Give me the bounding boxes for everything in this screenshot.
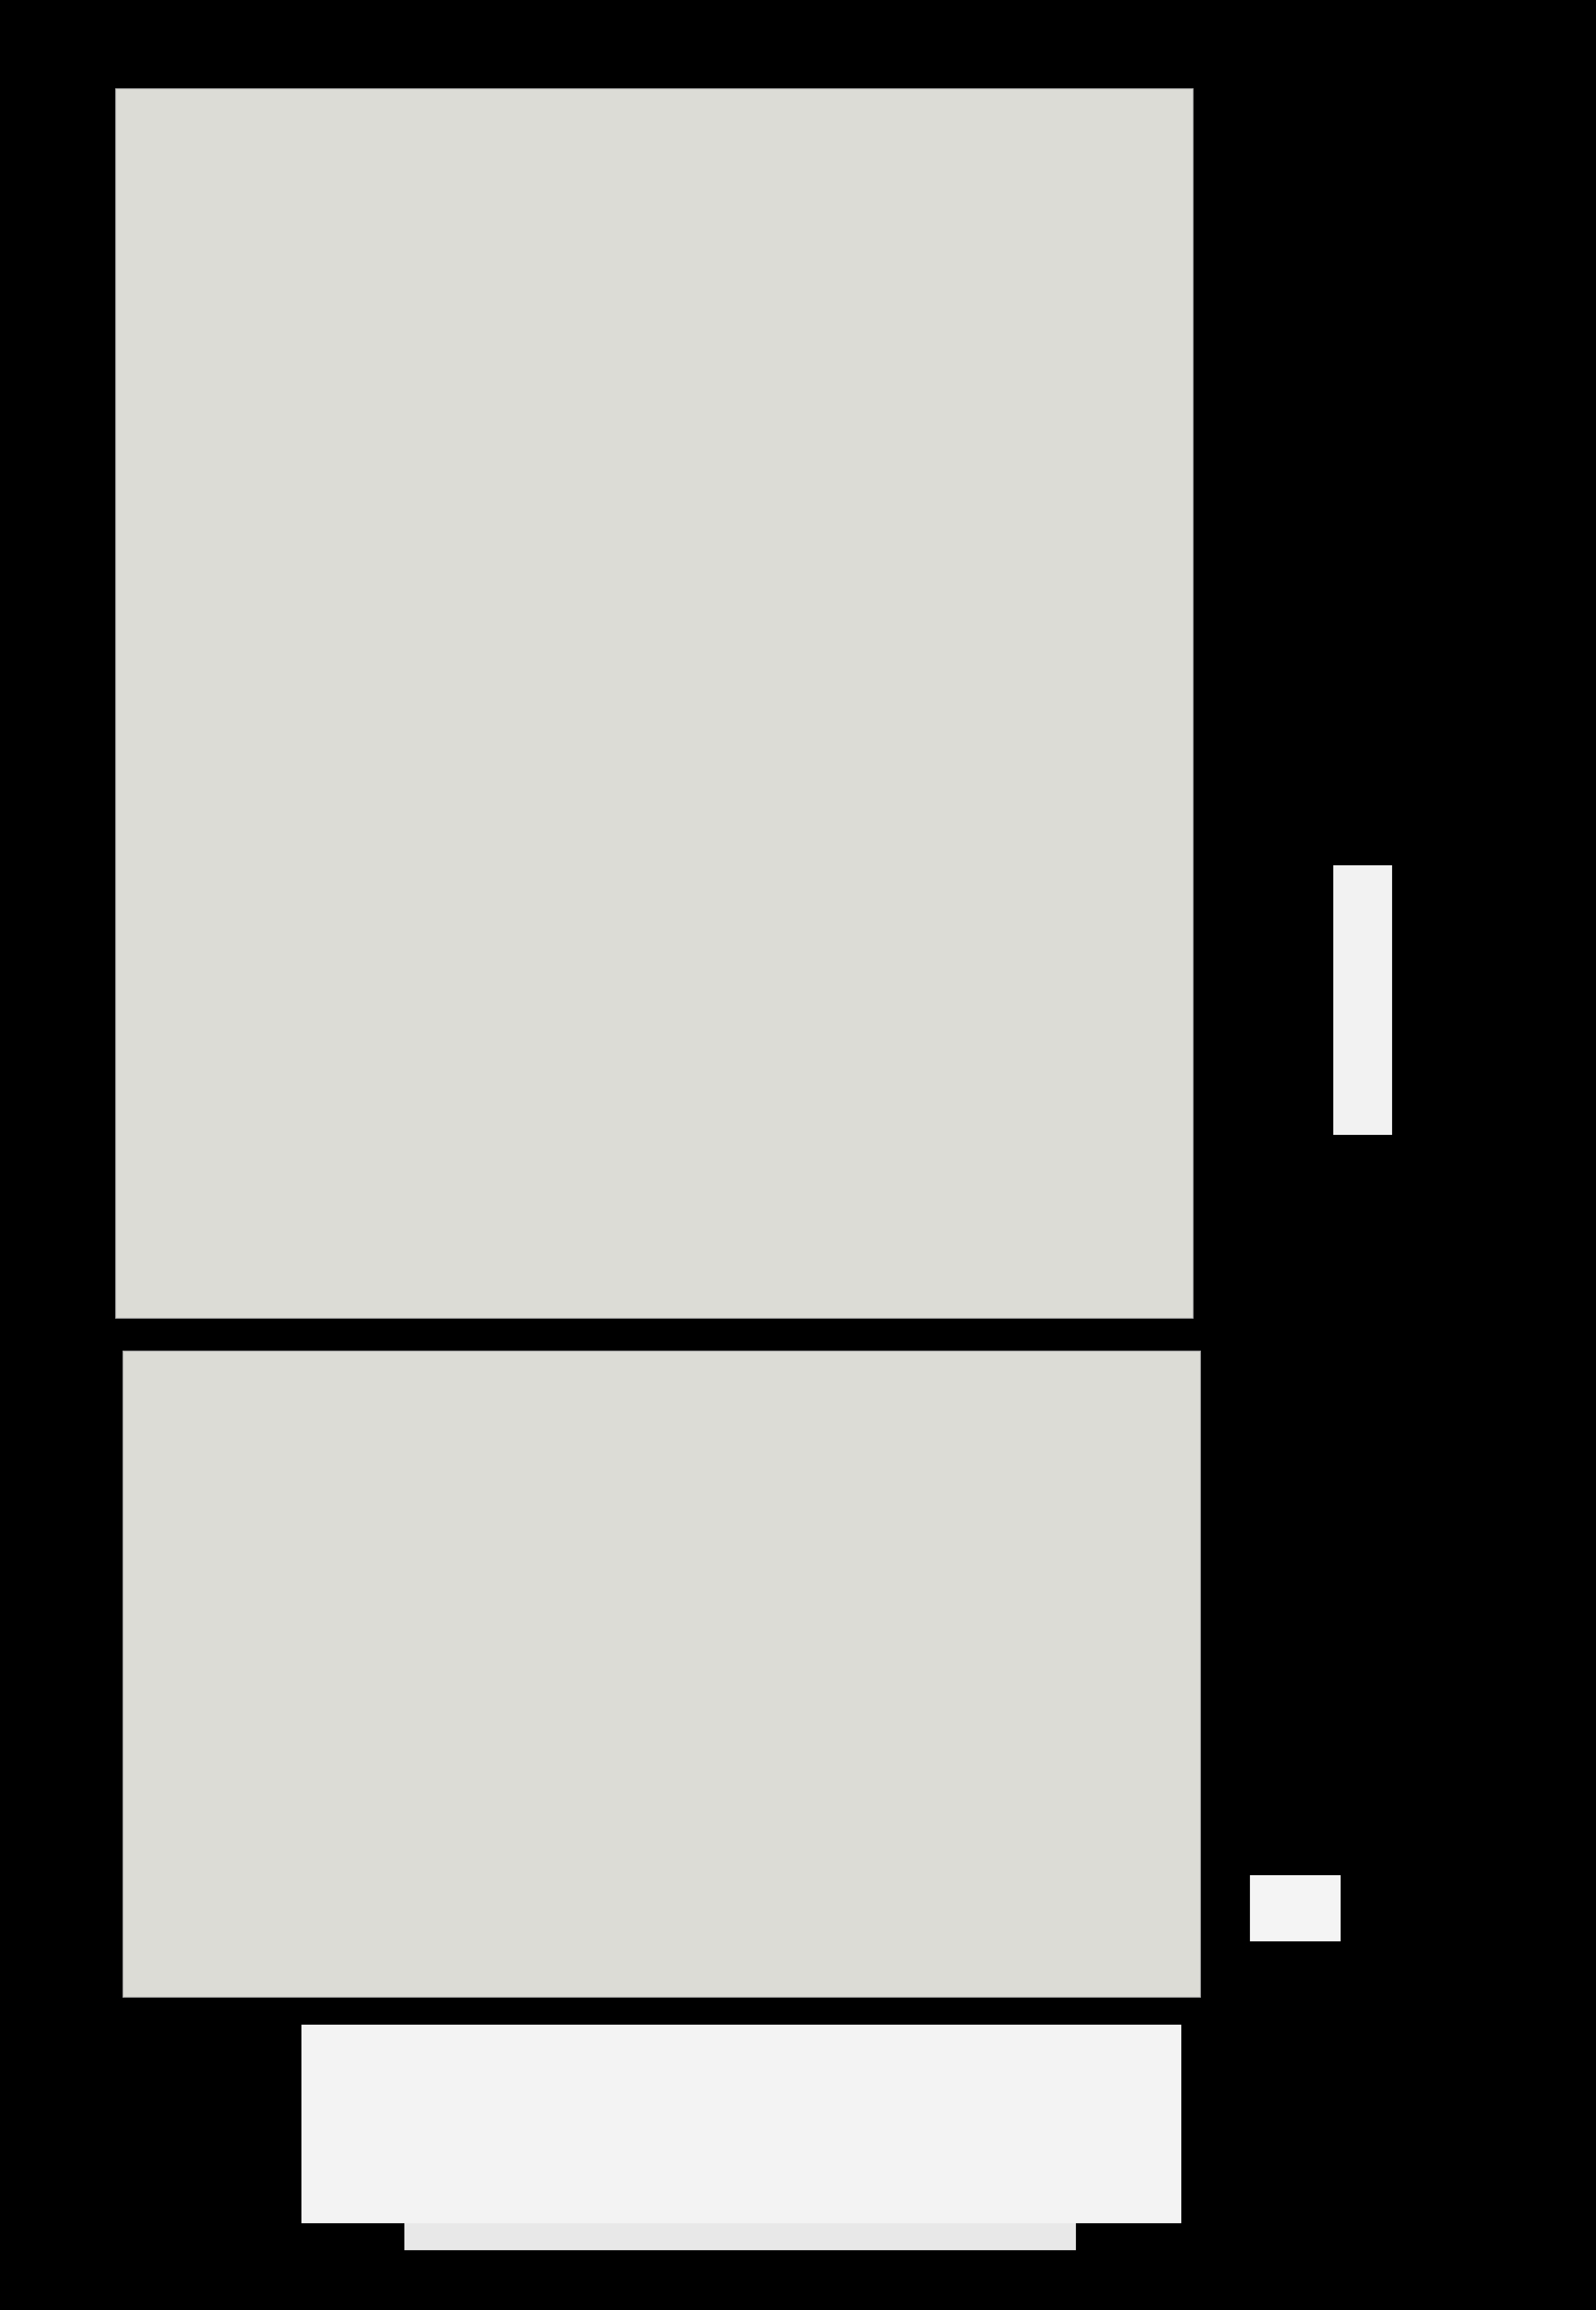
report-sheet-top (115, 88, 1194, 1319)
archive-card-strip (404, 2223, 1076, 2250)
page-number (1250, 1875, 1341, 1941)
report-sheet-bottom (123, 1351, 1201, 1998)
poor-copy-stamp (1333, 865, 1392, 1135)
archive-card (301, 2025, 1181, 2223)
